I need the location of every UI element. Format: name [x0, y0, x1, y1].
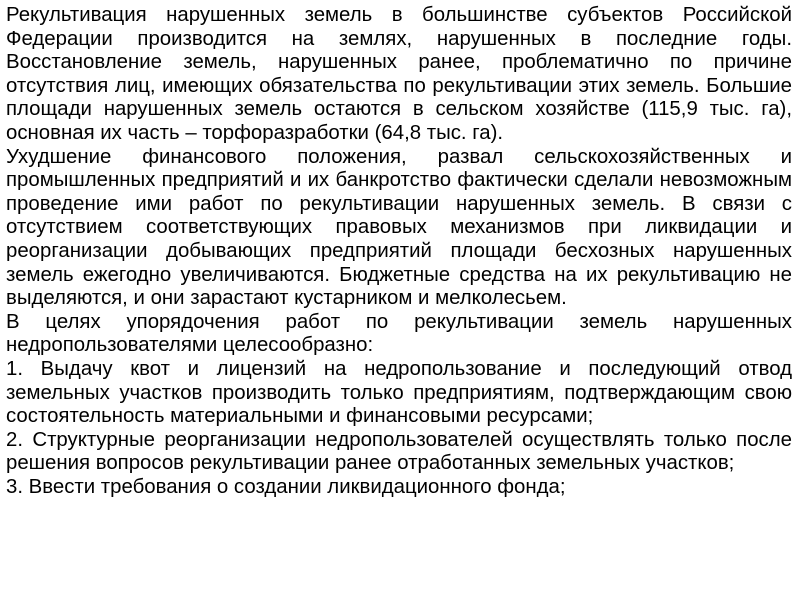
paragraph-financial-situation: Ухудшение финансового положения, развал сельскохозяйственных и промышленных предприятий и их банкротство фактически сделали невозможным проведение ими работ по рекультивации нарушенных земель. В связи с отсутствием соответствующих правовых механизмов при ликвидации и реорганизации добывающих предприятий площади бесхозных нарушенных земель ежегодно увеличиваются. Бюджетные средства на их рекультивацию не выделяются, и они зарастают кустарником и мелколесьем. — [6, 145, 792, 310]
text-body — [6, 4, 792, 499]
paragraph-item-3: 3. Ввести требования о создании ликвидационного фонда; — [6, 475, 566, 498]
paragraph-item-1: 1. Выдачу квот и лицензий на недропользование и последующий отвод земельных участков производить только предприятиям, подтверждающим свою состоятельность материальными и финансовыми ресурсами; — [6, 357, 792, 428]
paragraph-recommendations-intro: В целях упорядочения работ по рекультивации земель нарушенных недропользователями целесообразно: — [6, 310, 792, 357]
paragraph-item-2: 2. Структурные реорганизации недропользователей осуществлять только после решения вопросов рекультивации ранее отработанных земельных участков; — [6, 428, 792, 475]
paragraph-land-reclamation-status: Рекультивация нарушенных земель в большинстве субъектов Российской Федерации производится на землях, нарушенных в последние годы. Восстановление земель, нарушенных ранее, проблематично по причине отсутствия лиц, имеющих обязательства по рекультивации этих земель. Большие площади нарушенных земель остаются в сельском хозяйстве (115,9 тыс. га), основная их часть – торфоразработки (64,8 тыс. га). — [6, 4, 792, 144]
